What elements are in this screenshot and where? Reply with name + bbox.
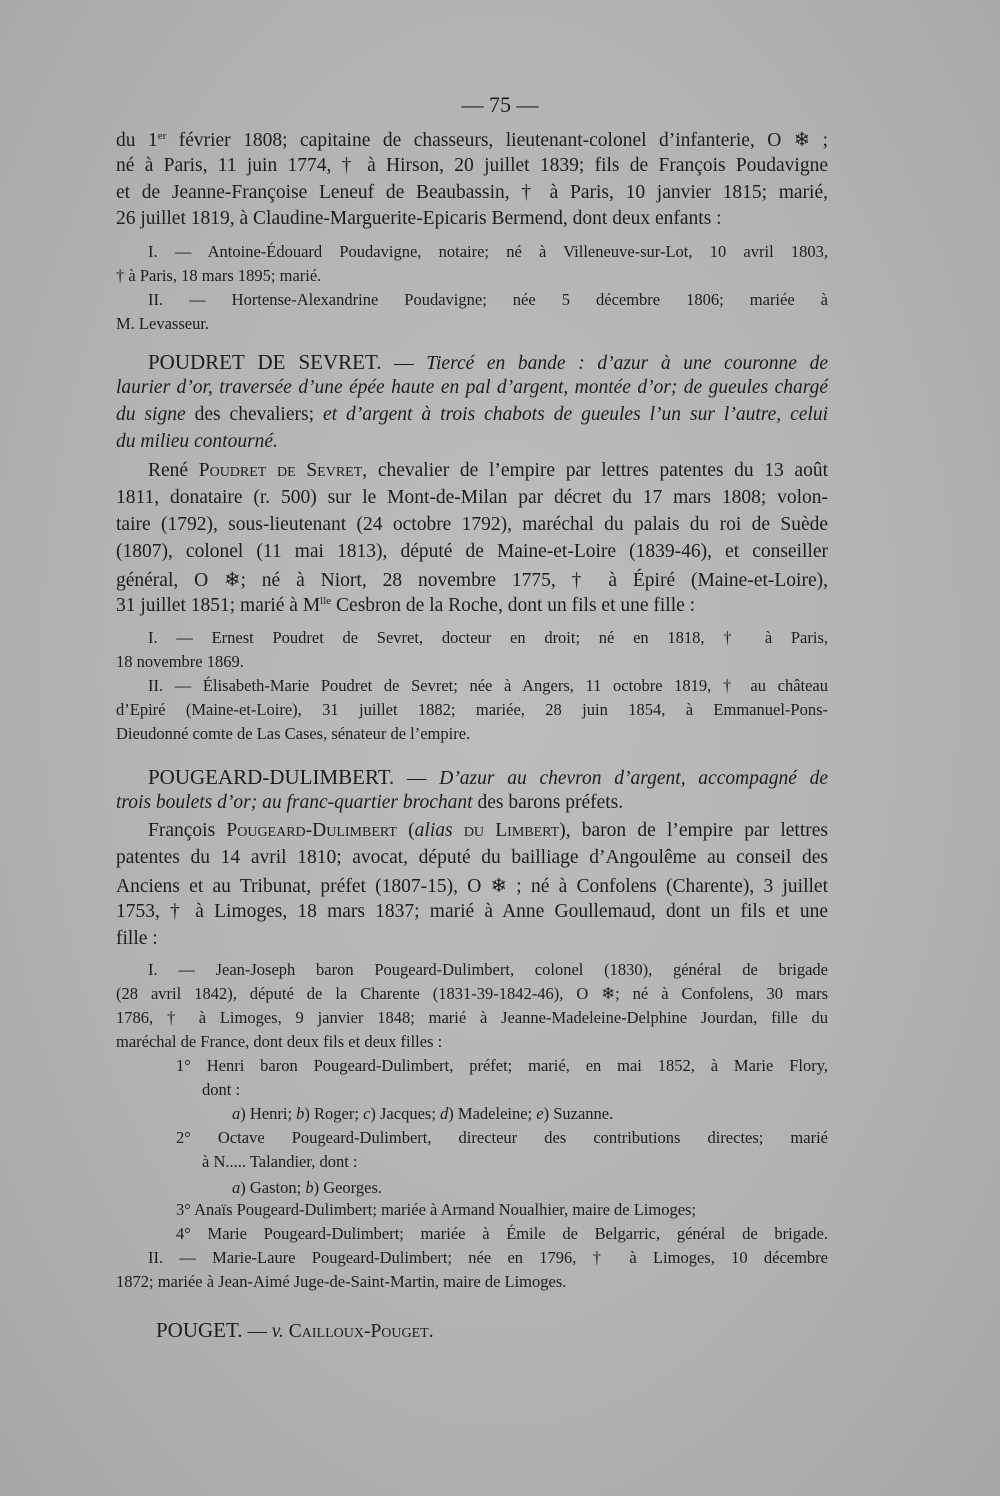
text-line bbox=[148, 765, 828, 790]
text-run: ) Roger; bbox=[304, 1104, 364, 1123]
text-run: patentes du 14 avril 1810; avocat, député du bailliage d’Angoulême au conseil des bbox=[116, 847, 828, 868]
text-run: 1811, donataire (r. 500) sur le Mont-de-Milan par décret du 17 mars 1808; volon- bbox=[116, 487, 828, 508]
text-run: II. — Élisabeth-Marie Poudret de Sevret; née à Angers, 11 octobre 1819, † au château bbox=[148, 676, 828, 695]
text-line bbox=[116, 487, 828, 509]
text-run: I. — Jean-Joseph baron Pougeard-Dulimbert, colonel (1830), général de brigade bbox=[148, 960, 828, 979]
text-line bbox=[156, 1318, 828, 1343]
text-line bbox=[116, 595, 828, 617]
text-run: laurier d’or, traversée d’une épée haute en pal d’argent, montée d’or; de gueules chargé bbox=[116, 377, 828, 398]
text-run: 31 juillet 1851; marié à M bbox=[116, 595, 321, 616]
text-run bbox=[453, 820, 464, 841]
text-run: — bbox=[242, 1321, 272, 1342]
text-run: des chevaliers; bbox=[185, 404, 323, 425]
text-line bbox=[116, 700, 828, 720]
text-run: François bbox=[148, 820, 227, 841]
text-run: POUGEARD-DULIMBERT. bbox=[148, 765, 395, 789]
text-run: D’azur au chevron d’argent, accompagné de bbox=[439, 768, 828, 789]
text-run: b bbox=[305, 1178, 314, 1197]
text-run: ) Henri; bbox=[240, 1104, 297, 1123]
text-run: II. — Hortense-Alexandrine Poudavigne; née 5 décembre 1806; mariée à bbox=[148, 290, 828, 309]
text-run: er bbox=[157, 130, 167, 142]
text-line bbox=[176, 1200, 828, 1220]
text-run: général, O ❄; né à Niort, 28 novembre 1775, † à Épiré (Maine-et-Loire), bbox=[116, 570, 828, 591]
text-run: ( bbox=[396, 820, 415, 841]
text-run: I. — Antoine-Édouard Poudavigne, notaire; né à Villeneuve-sur-Lot, 10 avril 1803, bbox=[148, 242, 828, 261]
text-run: (28 avril 1842), député de la Charente (1831-39-1842-46), O ❄; né à Confolens, 30 mars bbox=[116, 984, 828, 1003]
text-run: a bbox=[232, 1178, 241, 1197]
text-run: fille : bbox=[116, 928, 158, 949]
text-run: M. Levasseur. bbox=[116, 314, 210, 333]
text-line bbox=[202, 1152, 828, 1172]
text-line bbox=[116, 208, 828, 230]
text-line bbox=[116, 182, 828, 204]
text-line bbox=[176, 1056, 828, 1076]
text-run: du Limbert bbox=[463, 820, 560, 841]
text-line bbox=[148, 1248, 828, 1268]
text-run: Dieudonné comte de Las Cases, sénateur de l’empire. bbox=[116, 724, 471, 743]
text-run: ) Gaston; bbox=[240, 1178, 306, 1197]
text-run: 2° Octave Pougeard-Dulimbert, directeur des contributions directes; marié bbox=[176, 1128, 828, 1147]
text-run: (1807), colonel (11 mai 1813), député de Maine-et-Loire (1839-46), et conseiller bbox=[116, 541, 828, 562]
text-run: maréchal de France, dont deux fils et deux filles : bbox=[116, 1032, 443, 1051]
text-run: du signe bbox=[116, 404, 186, 425]
text-run: d bbox=[440, 1104, 449, 1123]
text-line bbox=[116, 652, 828, 672]
text-run: alias bbox=[414, 820, 453, 841]
text-run: dont : bbox=[202, 1080, 241, 1099]
text-run: des barons préfets. bbox=[472, 792, 624, 813]
text-run: 1753, † à Limoges, 18 mars 1837; marié à Anne Goullemaud, dont un fils et une bbox=[116, 901, 828, 922]
text-run: 1872; mariée à Jean-Aimé Juge-de-Saint-Martin, maire de Limoges. bbox=[116, 1272, 567, 1291]
text-line bbox=[116, 1008, 828, 1028]
text-line bbox=[116, 431, 828, 453]
text-line bbox=[116, 874, 828, 898]
text-line bbox=[116, 792, 828, 814]
text-line bbox=[202, 1080, 828, 1100]
text-run: 26 juillet 1819, à Claudine-Marguerite-Epicaris Bermend, dont deux enfants : bbox=[116, 208, 722, 229]
text-line bbox=[232, 1178, 828, 1198]
text-line bbox=[148, 628, 828, 648]
text-run: Anciens et au Tribunat, préfet (1807-15), O ❄ ; né à Confolens (Charente), 3 juillet bbox=[116, 876, 828, 897]
text-line bbox=[116, 514, 828, 536]
text-line bbox=[116, 404, 828, 426]
text-line bbox=[116, 155, 828, 177]
text-line bbox=[116, 928, 828, 950]
text-run: I. — Ernest Poudret de Sevret, docteur en droit; né en 1818, † à Paris, bbox=[148, 628, 828, 647]
text-run: trois boulets d’or; au franc-quartier brochant bbox=[116, 792, 473, 813]
text-line bbox=[116, 314, 828, 334]
text-line bbox=[116, 984, 828, 1004]
text-run: ) Suzanne. bbox=[543, 1104, 614, 1123]
text-run: 1786, † à Limoges, 9 janvier 1848; marié à Jeanne-Madeleine-Delphine Jourdan, fille du bbox=[116, 1008, 828, 1027]
text-run: b bbox=[296, 1104, 305, 1123]
text-run: à N..... Talandier, dont : bbox=[202, 1152, 358, 1171]
text-run: Cailloux-Pouget bbox=[288, 1321, 429, 1342]
text-line bbox=[148, 290, 828, 310]
text-line bbox=[148, 460, 828, 482]
text-run: et d’argent à trois chabots de gueules l’un sur l’autre, celui bbox=[322, 404, 828, 425]
text-line bbox=[116, 568, 828, 592]
text-run: , chevalier de l’empire par lettres patentes du 13 août bbox=[362, 460, 828, 481]
text-line bbox=[148, 960, 828, 980]
text-run: 1° Henri baron Pougeard-Dulimbert, préfet; marié, en mai 1852, à Marie Flory, bbox=[176, 1056, 828, 1075]
text-run: Poudret de Sevret bbox=[198, 460, 363, 481]
text-line bbox=[148, 242, 828, 262]
text-run: né à Paris, 11 juin 1774, † à Hirson, 20 juillet 1839; fils de François Poudavigne bbox=[116, 155, 828, 176]
page-number: — 75 — bbox=[461, 92, 539, 117]
text-line bbox=[148, 820, 828, 842]
text-line bbox=[148, 676, 828, 696]
text-run: du milieu contourné. bbox=[116, 431, 278, 452]
text-run: 18 novembre 1869. bbox=[116, 652, 244, 671]
text-line bbox=[176, 1224, 828, 1244]
text-run: POUGET. bbox=[156, 1318, 243, 1342]
text-run: ) Madeleine; bbox=[448, 1104, 537, 1123]
text-run: ), baron de l’empire par lettres bbox=[559, 820, 829, 841]
text-run: v. bbox=[271, 1321, 284, 1342]
text-line bbox=[232, 1104, 828, 1124]
text-run: taire (1792), sous-lieutenant (24 octobre 1792), maréchal du palais du roi de Suède bbox=[116, 514, 828, 535]
text-run: Pougeard-Dulimbert bbox=[226, 820, 397, 841]
text-run: . bbox=[428, 1321, 434, 1342]
text-run: lle bbox=[320, 595, 332, 607]
text-run: Tiercé en bande : d’azur à une couronne de bbox=[426, 353, 828, 374]
text-line bbox=[116, 266, 828, 286]
text-run: et de Jeanne-Françoise Leneuf de Beaubassin, † à Paris, 10 janvier 1815; marié, bbox=[116, 182, 828, 203]
text-line bbox=[116, 541, 828, 563]
text-run: 4° Marie Pougeard-Dulimbert; mariée à Émile de Belgarric, général de brigade. bbox=[176, 1224, 828, 1243]
text-line bbox=[176, 1128, 828, 1148]
text-run: — bbox=[381, 353, 427, 374]
text-line bbox=[116, 1032, 828, 1052]
text-line bbox=[116, 1272, 828, 1292]
text-run: février 1808; capitaine de chasseurs, lieutenant-colonel d’infanterie, O ❄ ; bbox=[166, 130, 829, 151]
text-line bbox=[116, 377, 828, 399]
text-run: du 1 bbox=[116, 130, 158, 151]
text-run: Cesbron de la Roche, dont un fils et une fille : bbox=[331, 595, 696, 616]
text-line bbox=[116, 901, 828, 923]
text-run: a bbox=[232, 1104, 241, 1123]
text-run: POUDRET DE SEVRET. bbox=[148, 350, 382, 374]
text-run: c bbox=[363, 1104, 371, 1123]
text-run: ) Georges. bbox=[313, 1178, 383, 1197]
text-run: e bbox=[536, 1104, 544, 1123]
text-run: 3° Anaïs Pougeard-Dulimbert; mariée à Armand Noualhier, maire de Limoges; bbox=[176, 1200, 697, 1219]
text-run: ) Jacques; bbox=[370, 1104, 441, 1123]
text-run: II. — Marie-Laure Pougeard-Dulimbert; née en 1796, † à Limoges, 10 décembre bbox=[148, 1248, 828, 1267]
text-run: d’Epiré (Maine-et-Loire), 31 juillet 1882; mariée, 28 juin 1854, à Emmanuel-Pons- bbox=[116, 700, 828, 719]
text-run: René bbox=[148, 460, 199, 481]
text-run: † à Paris, 18 mars 1895; marié. bbox=[116, 266, 322, 285]
text-line bbox=[116, 724, 828, 744]
text-run: — bbox=[394, 768, 440, 789]
text-line bbox=[116, 128, 828, 152]
text-line bbox=[148, 350, 828, 375]
text-line bbox=[116, 847, 828, 869]
